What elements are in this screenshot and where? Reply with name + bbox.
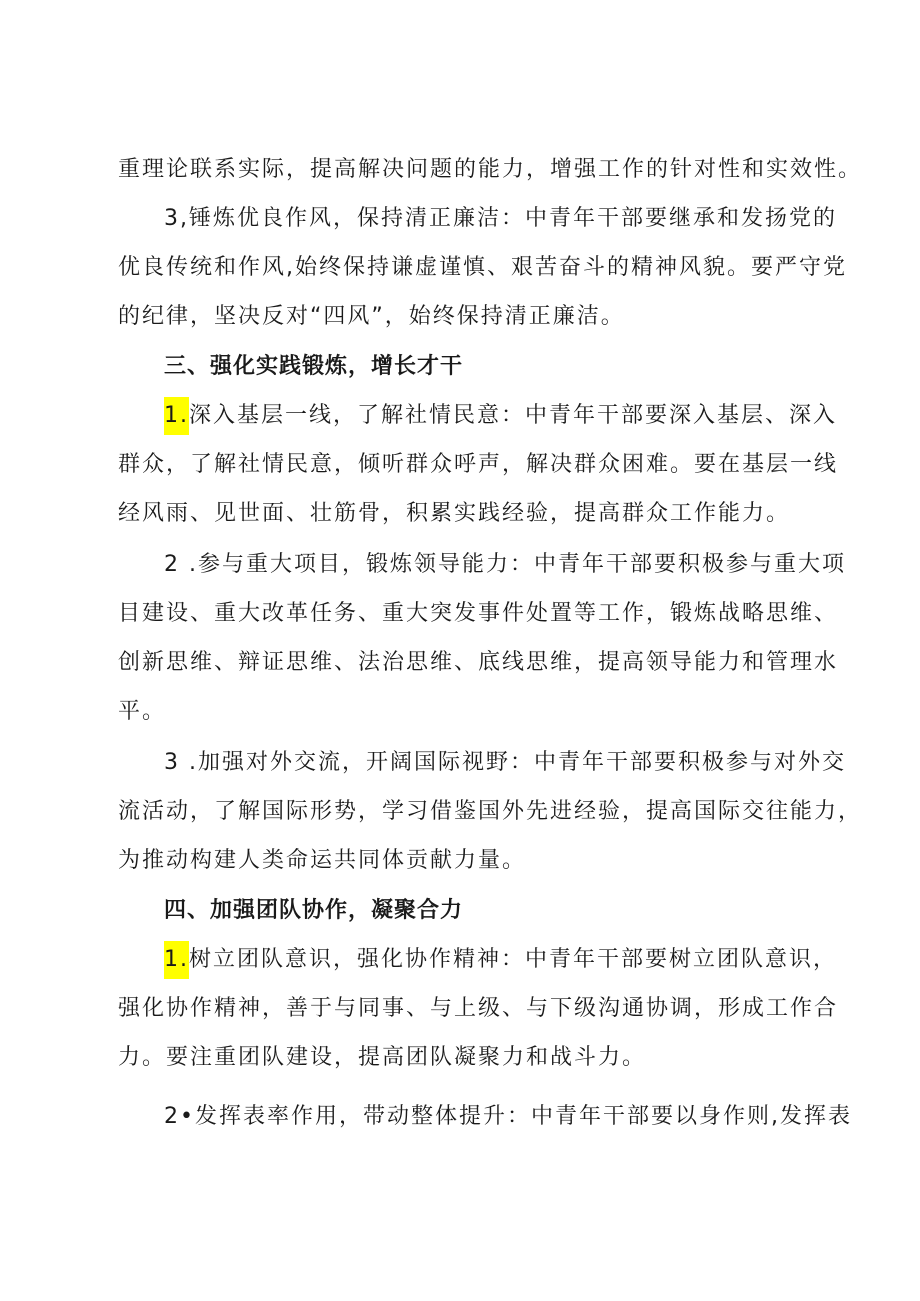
text-line: 的纪律，坚决反对“四风”，始终保持清正廉洁。: [118, 304, 625, 329]
text-line: 平。: [118, 699, 167, 724]
text-line: 2 .参与重大项目，锻炼领导能力：中青年干部要积极参与重大项: [164, 552, 846, 577]
text-line: [164, 401, 884, 431]
text-line: 群众，了解社情民意，倾听群众呼声，解决群众困难。要在基层一线: [118, 452, 839, 477]
section-heading: 四、加强团队协作，凝聚合力: [164, 898, 464, 923]
text-span: 深入基层一线，了解社情民意：中青年干部要深入基层、深入: [189, 403, 838, 428]
text-line: [164, 945, 884, 975]
text-line: 创新思维、辩证思维、法治思维、底线思维，提高领导能力和管理水: [118, 650, 839, 675]
text-line: 优良传统和作风,始终保持谦虚谨慎、艰苦奋斗的精神风貌。要严守党: [118, 255, 847, 280]
text-span: 树立团队意识，强化协作精神：中青年干部要树立团队意识，: [189, 947, 838, 972]
text-line: 3 .加强对外交流，开阔国际视野：中青年干部要积极参与对外交: [164, 750, 846, 775]
highlighted-number: 1.: [164, 941, 189, 979]
text-line: 强化协作精神，善于与同事、与上级、与下级沟通协调，形成工作合: [118, 996, 839, 1021]
text-line: 重理论联系实际，提高解决问题的能力，增强工作的针对性和实效性。: [118, 157, 863, 182]
text-line: 2•发挥表率作用，带动整体提升：中青年干部要以身作则,发挥表: [164, 1104, 852, 1129]
highlighted-number: 1.: [164, 397, 189, 435]
text-line: 3,锤炼优良作风，保持清正廉洁：中青年干部要继承和发扬党的: [164, 206, 837, 231]
text-line: 为推动构建人类命运共同体贡献力量。: [118, 848, 527, 873]
text-line: 流活动，了解国际形势，学习借鉴国外先进经验，提高国际交往能力，: [118, 799, 863, 824]
text-line: 力。要注重团队建设，提高团队凝聚力和战斗力。: [118, 1045, 647, 1070]
text-line: 经风雨、见世面、壮筋骨，积累实践经验，提高群众工作能力。: [118, 501, 791, 526]
section-heading: 三、强化实践锻炼，增长才干: [164, 354, 464, 379]
text-line: 目建设、重大改革任务、重大突发事件处置等工作，锻炼战略思维、: [118, 601, 839, 626]
